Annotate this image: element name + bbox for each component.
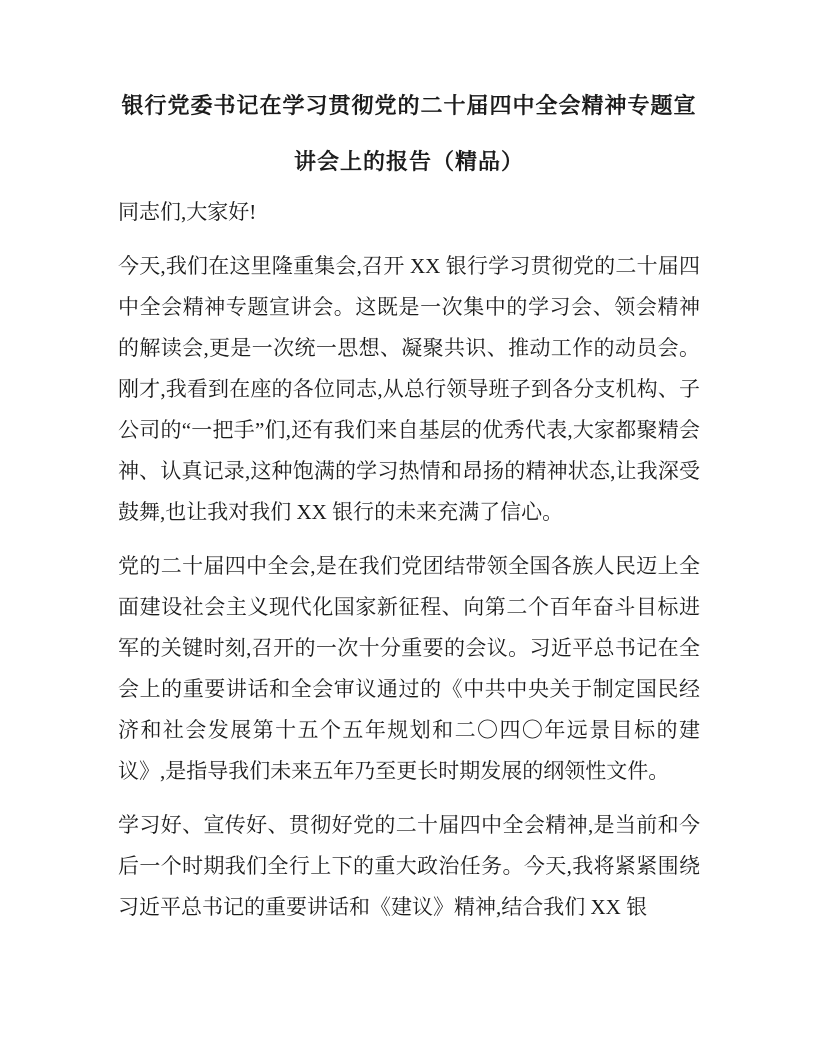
paragraph: 今天,我们在这里隆重集会,召开 XX 银行学习贯彻党的二十届四中全会精神专题宣讲会。这既是一次集中的学习会、领会精神的解读会,更是一次统一思想、凝聚共识、推动工作的动员会。刚才,我看到在座的各位同志,从总行领导班子到各分支机构、子公司的“一把手”们,还有我们来自基层的优秀代表,大家都聚精会神、认真记录,这种饱满的学习热情和昂扬的精神状态,让我深受鼓舞,也让我对我们 XX 银行的未来充满了信心。 bbox=[118, 254, 700, 524]
paragraph: 党的二十届四中全会,是在我们党团结带领全国各族人民迈上全面建设社会主义现代化国家新征程、向第二个百年奋斗目标进军的关键时刻,召开的一次十分重要的会议。习近平总书记在全会上的重要讲话和全会审议通过的《中共中央关于制定国民经济和社会发展第十五个五年规划和二〇四〇年远景目标的建议》,是指导我们未来五年乃至更长时期发展的纲领性文件。 bbox=[118, 554, 700, 783]
paragraph-greeting: 同志们,大家好! bbox=[118, 200, 257, 224]
paragraph: 学习好、宣传好、贯彻好党的二十届四中全会精神,是当前和今后一个时期我们全行上下的重大政治任务。今天,我将紧紧围绕习近平总书记的重要讲话和《建议》精神,结合我们 XX 银 bbox=[118, 813, 700, 919]
document-title: 银行党委书记在学习贯彻党的二十届四中全会精神专题宣讲会上的报告（精品） bbox=[121, 93, 697, 174]
